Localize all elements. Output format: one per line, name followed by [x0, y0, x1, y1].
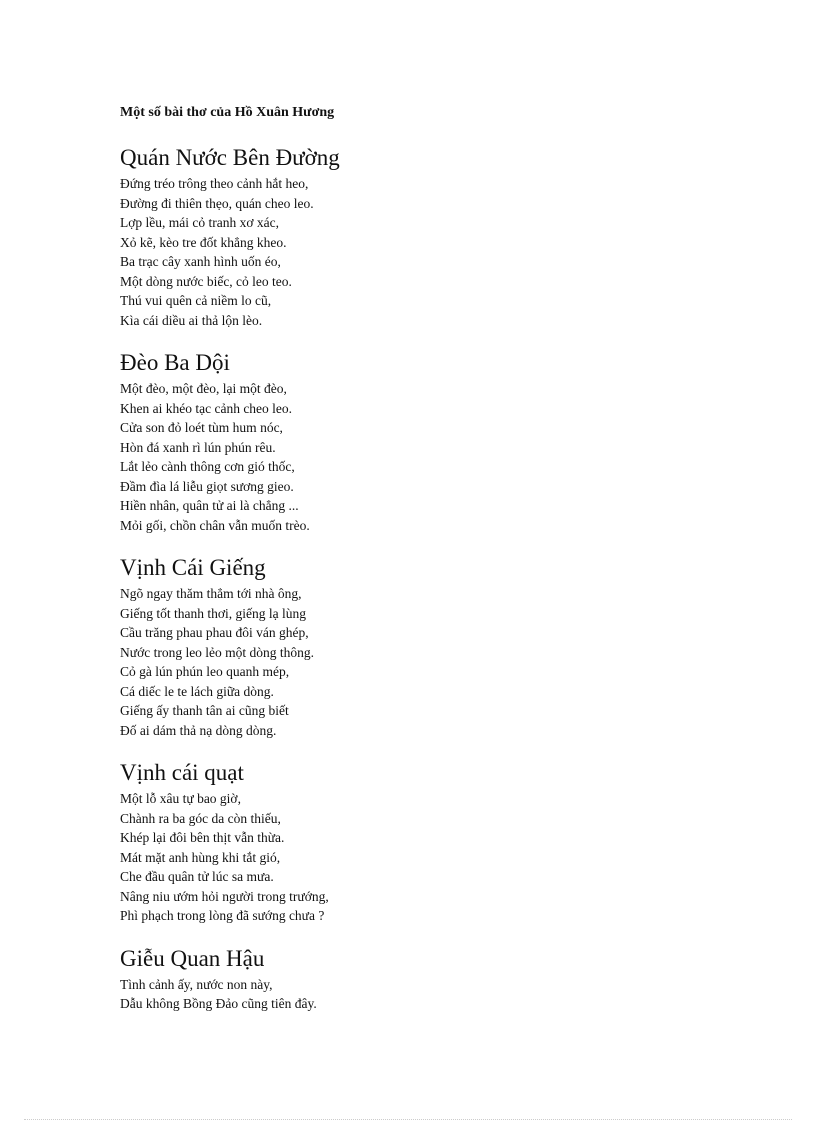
- poem-line: Lợp lều, mái cỏ tranh xơ xác,: [120, 215, 279, 230]
- poem-line: Nước trong leo lẻo một dòng thông.: [120, 644, 315, 660]
- poem-line: Giếng tốt thanh thơi, giếng lạ lùng: [120, 605, 306, 621]
- poem-line: Đứng tréo trông theo cảnh hắt heo,: [120, 176, 309, 191]
- poem-line: Đường đi thiên thẹo, quán cheo leo.: [120, 195, 314, 211]
- poem-deo-ba-doi: [120, 349, 680, 535]
- poem-line: Ngõ ngay thăm thẳm tới nhà ông,: [120, 586, 302, 601]
- poem-line: Lắt lẻo cành thông cơn gió thốc,: [120, 459, 295, 474]
- poem-title: Quán Nước Bên Đường: [120, 145, 340, 170]
- page-bottom-divider: [24, 1119, 792, 1120]
- poem-line: Mỏi gối, chồn chân vẫn muốn trèo.: [120, 517, 310, 533]
- poem-line: Một đèo, một đèo, lại một đèo,: [120, 381, 287, 396]
- poem-quan-nuoc-ben-duong: [120, 144, 680, 330]
- poem-line: Cá diếc le te lách giữa dòng.: [120, 683, 274, 699]
- poem-line: Nâng niu ướm hỏi người trong trướng,: [120, 888, 329, 904]
- poem-line: Cỏ gà lún phún leo quanh mép,: [120, 664, 290, 679]
- poem-line: Ba trạc cây xanh hình uốn éo,: [120, 254, 281, 269]
- poem-line: Thú vui quên cả niềm lo cũ,: [120, 293, 272, 308]
- poem-line: Khen ai khéo tạc cảnh cheo leo.: [120, 400, 293, 416]
- poem-line: Một lỗ xâu tự bao giờ,: [120, 791, 241, 806]
- poem-line: Khép lại đôi bên thịt vẫn thừa.: [120, 830, 285, 845]
- poem-line: Kìa cái diều ai thả lộn lèo.: [120, 312, 263, 328]
- poem-line: Đầm đìa lá liễu giọt sương gieo.: [120, 478, 294, 494]
- poem-line: Mát mặt anh hùng khi tắt gió,: [120, 849, 281, 865]
- poem-line: Đố ai dám thả nạ dòng dòng.: [120, 722, 277, 738]
- poem-title: Giễu Quan Hậu: [120, 945, 265, 971]
- poem-line: Che đầu quân tử lúc sa mưa.: [120, 869, 274, 884]
- poem-line: Phì phạch trong lòng đã sướng chưa ?: [120, 908, 325, 923]
- document-page: [120, 104, 680, 1033]
- document-title: Một số bài thơ của Hồ Xuân Hương: [120, 105, 335, 120]
- poem-title: Đèo Ba Dội: [120, 350, 230, 375]
- poem-line: Giếng ấy thanh tân ai cũng biết: [120, 703, 289, 718]
- poem-line: Xỏ kẽ, kèo tre đốt khẳng kheo.: [120, 234, 287, 250]
- poem-line: Dẫu không Bồng Đảo cũng tiên đây.: [120, 996, 317, 1011]
- poem-title: Vịnh cái quạt: [120, 760, 244, 785]
- poem-vinh-cai-gieng: [120, 554, 680, 740]
- poem-line: Cửa son đỏ loét tùm hum nóc,: [120, 420, 283, 435]
- poem-line: Cầu trăng phau phau đôi ván ghép,: [120, 625, 309, 640]
- poem-line: Hòn đá xanh rì lún phún rêu.: [120, 439, 276, 455]
- poem-line: Một dòng nước biếc, cỏ leo teo.: [120, 273, 292, 289]
- poem-line: Hiền nhân, quân tử ai là chẳng ...: [120, 498, 299, 513]
- poem-line: Chành ra ba góc da còn thiếu,: [120, 810, 281, 826]
- poem-gieu-quan-hau: [120, 945, 680, 1014]
- poem-line: Tình cảnh ấy, nước non này,: [120, 976, 273, 992]
- poem-title: Vịnh Cái Giếng: [120, 555, 266, 580]
- poem-vinh-cai-quat: [120, 759, 680, 926]
